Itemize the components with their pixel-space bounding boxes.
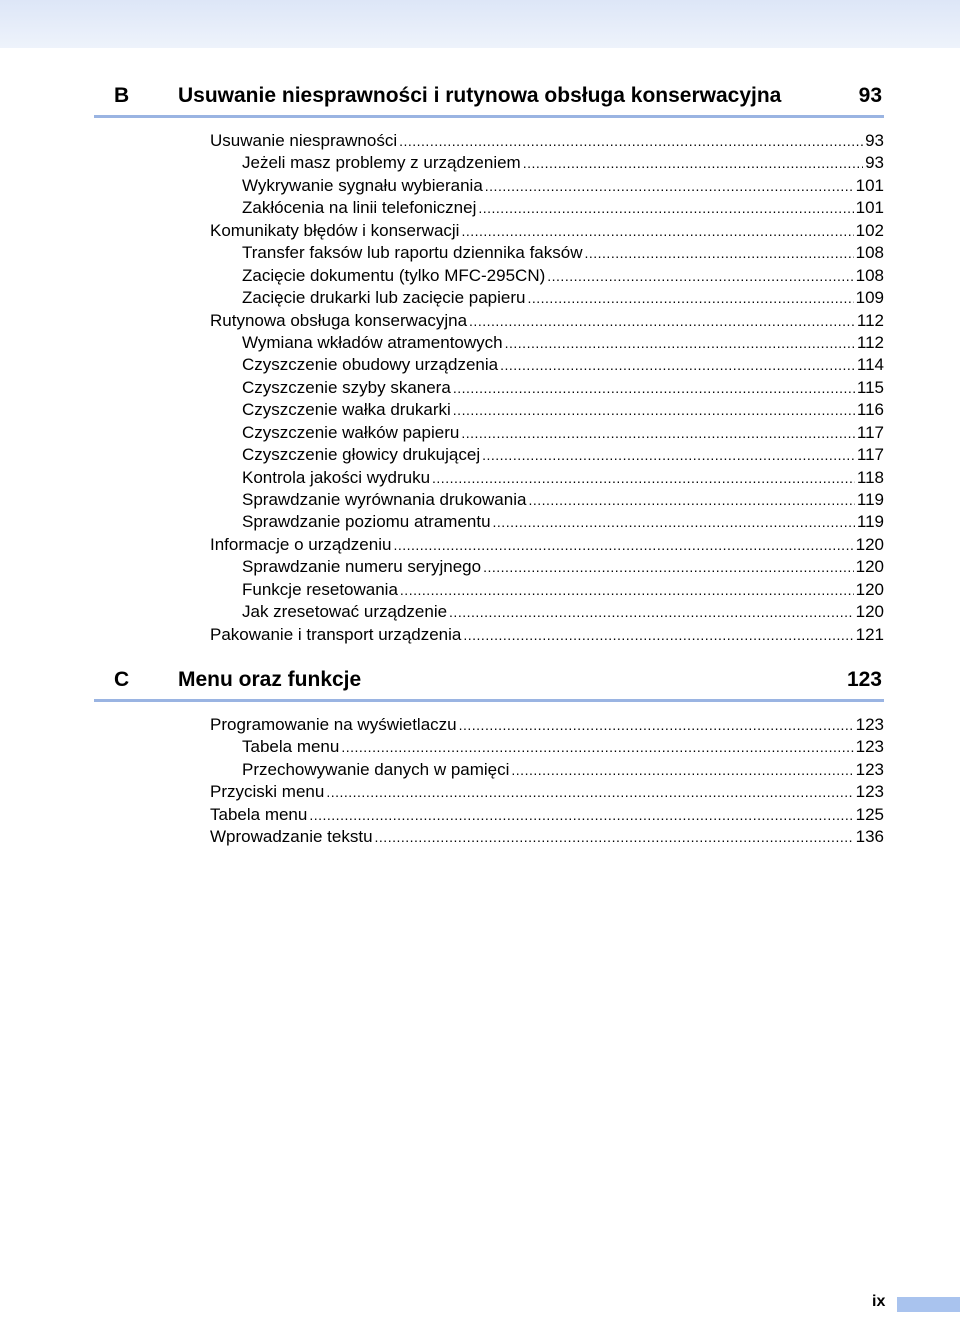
toc-entry-page: 120 bbox=[855, 534, 884, 554]
toc-entry-page: 112 bbox=[856, 310, 884, 330]
toc-entry-title: Transfer faksów lub raportu dziennika faksów bbox=[242, 243, 583, 263]
toc-entry-title: Zacięcie dokumentu (tylko MFC-295CN) bbox=[242, 265, 546, 285]
dot-leader bbox=[393, 534, 853, 556]
toc-entry-page: 123 bbox=[855, 737, 884, 757]
toc-entry[interactable] bbox=[94, 804, 884, 826]
toc-entry[interactable] bbox=[94, 759, 884, 781]
toc-entry-page: 118 bbox=[856, 467, 884, 487]
toc-entry-title: Jeżeli masz problemy z urządzeniem bbox=[242, 153, 521, 173]
toc-entries bbox=[94, 130, 884, 646]
toc-entry[interactable] bbox=[94, 175, 884, 197]
toc-entry[interactable] bbox=[94, 826, 884, 848]
dot-leader bbox=[459, 714, 854, 736]
toc-entry[interactable] bbox=[94, 534, 884, 556]
dot-leader bbox=[482, 444, 855, 466]
toc-section-c bbox=[94, 668, 884, 849]
section-letter: B bbox=[114, 84, 130, 107]
toc-entry-title: Informacje o urządzeniu bbox=[210, 534, 392, 554]
toc-entry-page: 115 bbox=[856, 377, 884, 397]
dot-leader bbox=[483, 556, 854, 578]
dot-leader bbox=[453, 399, 855, 421]
dot-leader bbox=[400, 579, 854, 601]
toc-entry-title: Przechowywanie danych w pamięci bbox=[242, 759, 510, 779]
toc-entry-title: Sprawdzanie wyrównania drukowania bbox=[242, 490, 527, 509]
toc-entry-page: 114 bbox=[856, 355, 884, 375]
dot-leader bbox=[478, 197, 853, 219]
toc-section-b bbox=[94, 84, 884, 646]
dot-leader bbox=[547, 265, 853, 287]
toc-entry-title: Usuwanie niesprawności bbox=[210, 131, 398, 150]
toc-entry[interactable] bbox=[94, 511, 884, 533]
section-heading[interactable] bbox=[94, 84, 884, 118]
toc-entry[interactable] bbox=[94, 714, 884, 736]
toc-entry-title: Wprowadzanie tekstu bbox=[210, 827, 373, 847]
toc-entry-page: 123 bbox=[855, 715, 884, 734]
toc-entries bbox=[94, 714, 884, 849]
toc-entry[interactable] bbox=[94, 332, 884, 354]
toc-entry-title: Czyszczenie obudowy urządzenia bbox=[242, 355, 499, 375]
toc-entry-title: Jak zresetować urządzenie bbox=[242, 602, 448, 622]
page-number: ix bbox=[872, 1293, 886, 1310]
toc-entry[interactable] bbox=[94, 197, 884, 219]
section-heading[interactable] bbox=[94, 668, 884, 702]
toc-entry-page: 120 bbox=[855, 579, 884, 599]
toc-entry-page: 101 bbox=[855, 198, 884, 218]
toc-entry[interactable] bbox=[94, 624, 884, 646]
dot-leader bbox=[523, 152, 863, 174]
toc-entry-page: 116 bbox=[856, 400, 884, 420]
toc-entry-title: Rutynowa obsługa konserwacyjna bbox=[210, 310, 468, 330]
toc-entry-page: 123 bbox=[855, 759, 884, 779]
toc-entry-title: Funkcje resetowania bbox=[242, 579, 398, 599]
dot-leader bbox=[584, 242, 853, 264]
toc-entry[interactable] bbox=[94, 579, 884, 601]
toc-entry-page: 123 bbox=[855, 782, 884, 802]
dot-leader bbox=[449, 601, 854, 623]
dot-leader bbox=[432, 467, 855, 489]
toc-entry-page: 119 bbox=[856, 490, 884, 509]
toc-entry[interactable] bbox=[94, 556, 884, 578]
toc-entry[interactable] bbox=[94, 377, 884, 399]
toc-entry-page: 117 bbox=[856, 445, 884, 465]
toc-entry-title: Pakowanie i transport urządzenia bbox=[210, 624, 462, 644]
toc-entry[interactable] bbox=[94, 354, 884, 376]
toc-entry[interactable] bbox=[94, 310, 884, 332]
toc-entry-page: 101 bbox=[855, 175, 884, 195]
toc-entry[interactable] bbox=[94, 736, 884, 758]
dot-leader bbox=[469, 310, 855, 332]
dot-leader bbox=[461, 422, 855, 444]
section-title: Usuwanie niesprawności i rutynowa obsługa konserwacyjna bbox=[178, 84, 782, 107]
toc-entry-page: 117 bbox=[856, 422, 884, 442]
toc-entry-page: 121 bbox=[855, 624, 884, 644]
toc-entry-page: 112 bbox=[856, 332, 884, 352]
toc-entry-page: 136 bbox=[855, 827, 884, 847]
toc-entry-title: Komunikaty błędów i konserwacji bbox=[210, 220, 460, 240]
toc-entry-page: 120 bbox=[855, 602, 884, 622]
dot-leader bbox=[528, 489, 854, 511]
toc-entry-title: Wymiana wkładów atramentowych bbox=[242, 332, 503, 352]
dot-leader bbox=[309, 804, 853, 826]
dot-leader bbox=[505, 332, 855, 354]
toc-entry-page: 120 bbox=[855, 557, 884, 577]
toc-entry[interactable] bbox=[94, 422, 884, 444]
toc-entry-title: Kontrola jakości wydruku bbox=[242, 467, 431, 487]
dot-leader bbox=[341, 736, 853, 758]
toc-entry-title: Sprawdzanie numeru seryjnego bbox=[242, 557, 482, 577]
toc-entry[interactable] bbox=[94, 444, 884, 466]
toc-entry-title: Zacięcie drukarki lub zacięcie papieru bbox=[242, 288, 526, 308]
dot-leader bbox=[461, 220, 853, 242]
toc-entry-title: Tabela menu bbox=[242, 737, 340, 757]
toc-entry-page: 119 bbox=[856, 512, 884, 532]
toc-entry-page: 108 bbox=[855, 243, 884, 263]
dot-leader bbox=[453, 377, 855, 399]
header-band bbox=[0, 0, 960, 48]
toc-entry[interactable] bbox=[94, 220, 884, 242]
toc-entry[interactable] bbox=[94, 130, 884, 152]
toc-entry-title: Sprawdzanie poziomu atramentu bbox=[242, 512, 491, 532]
dot-leader bbox=[399, 130, 863, 152]
dot-leader bbox=[375, 826, 854, 848]
dot-leader bbox=[511, 759, 853, 781]
toc-entry-title: Zakłócenia na linii telefonicznej bbox=[242, 198, 477, 218]
toc-entry-title: Wykrywanie sygnału wybierania bbox=[242, 175, 483, 195]
toc-entry[interactable] bbox=[94, 399, 884, 421]
toc-entry[interactable] bbox=[94, 781, 884, 803]
toc-entry-title: Tabela menu bbox=[210, 804, 308, 824]
dot-leader bbox=[527, 287, 853, 309]
section-page-number: 93 bbox=[858, 84, 882, 107]
toc-entry-page: 93 bbox=[865, 153, 884, 173]
dot-leader bbox=[500, 354, 855, 376]
toc-entry-title: Czyszczenie wałków papieru bbox=[242, 422, 460, 442]
dot-leader bbox=[485, 175, 854, 197]
toc-entry[interactable] bbox=[94, 287, 884, 309]
toc-entry-title: Czyszczenie wałka drukarki bbox=[242, 400, 451, 420]
dot-leader bbox=[463, 624, 853, 646]
section-letter: C bbox=[114, 668, 130, 691]
toc-entry-title: Przyciski menu bbox=[210, 782, 325, 802]
dot-leader bbox=[326, 781, 853, 803]
toc-entry-page: 109 bbox=[855, 288, 884, 308]
toc-entry[interactable] bbox=[94, 467, 884, 489]
section-page-number: 123 bbox=[846, 668, 882, 691]
toc-entry[interactable] bbox=[94, 152, 884, 174]
toc-entry-title: Programowanie na wyświetlaczu bbox=[210, 715, 457, 734]
footer-accent-bar bbox=[897, 1297, 960, 1312]
toc-entry-title: Czyszczenie szyby skanera bbox=[242, 377, 451, 397]
toc-entry-page: 125 bbox=[855, 804, 884, 824]
toc-entry-page: 108 bbox=[855, 265, 884, 285]
toc-entry-title: Czyszczenie głowicy drukującej bbox=[242, 445, 481, 465]
dot-leader bbox=[493, 511, 855, 533]
toc-entry-page: 93 bbox=[865, 131, 884, 150]
toc-entry[interactable] bbox=[94, 601, 884, 623]
toc-entry[interactable] bbox=[94, 242, 884, 264]
toc-entry-page: 102 bbox=[855, 220, 884, 240]
toc-entry[interactable] bbox=[94, 265, 884, 287]
toc-entry[interactable] bbox=[94, 489, 884, 511]
section-title: Menu oraz funkcje bbox=[178, 668, 362, 691]
